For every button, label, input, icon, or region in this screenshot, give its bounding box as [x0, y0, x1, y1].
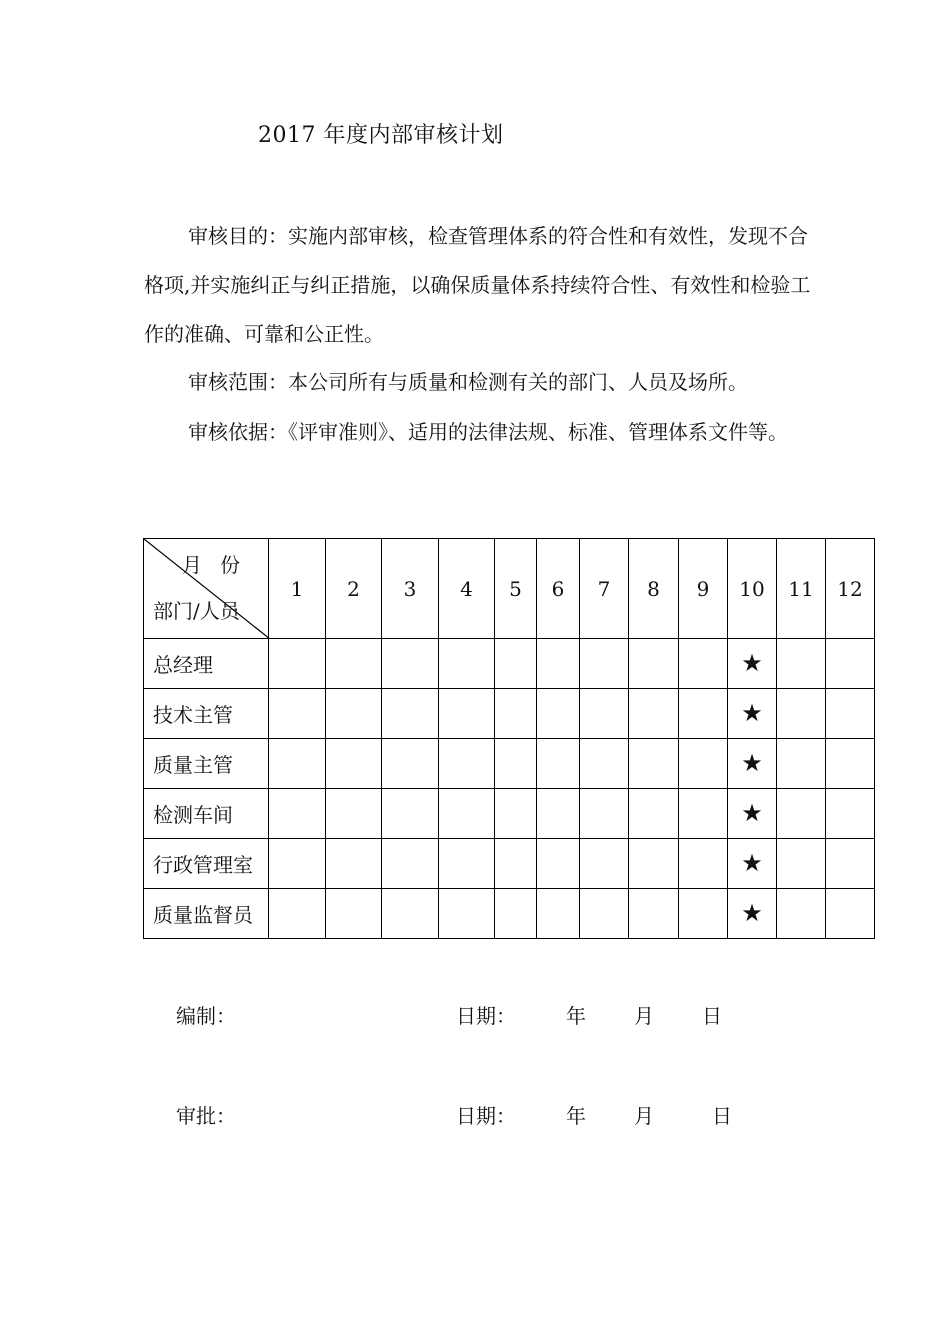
- schedule-cell-month-8: [629, 739, 679, 789]
- dept-name-cell: 质量监督员: [144, 889, 269, 939]
- approve-date-label: 日期：: [456, 1104, 516, 1128]
- schedule-cell-month-4: [439, 689, 495, 739]
- star-icon: ★: [741, 799, 763, 827]
- schedule-cell-month-6: [537, 689, 580, 739]
- schedule-cell-month-9: [679, 739, 728, 789]
- schedule-cell-month-3: [382, 689, 439, 739]
- schedule-cell-month-4: [439, 889, 495, 939]
- schedule-cell-month-2: [326, 839, 382, 889]
- schedule-cell-month-4: [439, 639, 495, 689]
- schedule-cell-month-1: [269, 839, 326, 889]
- basis-text: 审核依据：《评审准则》、适用的法律法规、标准、管理体系文件等。: [188, 420, 788, 444]
- compile-date-label: 日期：: [456, 1004, 516, 1028]
- schedule-cell-month-7: [580, 739, 629, 789]
- approve-day-label: 日: [712, 1104, 732, 1128]
- document-title: 2017 年度内部审核计划: [258, 123, 504, 148]
- schedule-cell-month-8: [629, 839, 679, 889]
- schedule-cell-month-8: [629, 639, 679, 689]
- compile-year-label: 年: [566, 1004, 586, 1028]
- schedule-cell-month-2: [326, 689, 382, 739]
- header-dept-label: 部门/人员: [153, 599, 240, 623]
- basis-paragraph: [144, 408, 824, 457]
- schedule-cell-month-12: [826, 639, 875, 689]
- purpose-text: 审核目的：实施内部审核，检查管理体系的符合性和有效性，发现不合格项,并实施纠正与纠正措施，以确保质量体系持续符合性、有效性和检验工作的准确、可靠和公正性。: [144, 224, 811, 346]
- schedule-cell-month-1: [269, 789, 326, 839]
- schedule-cell-month-12: [826, 739, 875, 789]
- schedule-cell-month-10: [728, 739, 777, 789]
- schedule-cell-month-5: [495, 889, 537, 939]
- schedule-cell-month-6: [537, 889, 580, 939]
- schedule-cell-month-2: [326, 639, 382, 689]
- schedule-cell-month-1: [269, 689, 326, 739]
- schedule-cell-month-6: [537, 789, 580, 839]
- table-row: [144, 639, 875, 689]
- schedule-cell-month-2: [326, 889, 382, 939]
- schedule-cell-month-2: [326, 739, 382, 789]
- schedule-cell-month-11: [777, 889, 826, 939]
- schedule-cell-month-10: [728, 889, 777, 939]
- schedule-cell-month-7: [580, 889, 629, 939]
- schedule-cell-month-8: [629, 689, 679, 739]
- schedule-cell-month-4: [439, 839, 495, 889]
- star-icon: ★: [741, 849, 763, 877]
- dept-name-cell: 总经理: [144, 639, 269, 689]
- month-header-12: 12: [826, 539, 875, 639]
- schedule-cell-month-9: [679, 689, 728, 739]
- schedule-cell-month-2: [326, 789, 382, 839]
- schedule-cell-month-1: [269, 739, 326, 789]
- month-header-10: 10: [728, 539, 777, 639]
- schedule-cell-month-7: [580, 689, 629, 739]
- month-header-2: 2: [326, 539, 382, 639]
- schedule-cell-month-8: [629, 789, 679, 839]
- month-header-6: 6: [537, 539, 580, 639]
- purpose-paragraph: [144, 212, 824, 359]
- table-row: [144, 689, 875, 739]
- schedule-cell-month-3: [382, 739, 439, 789]
- schedule-cell-month-1: [269, 889, 326, 939]
- schedule-cell-month-8: [629, 889, 679, 939]
- schedule-cell-month-11: [777, 689, 826, 739]
- approve-year-label: 年: [566, 1104, 586, 1128]
- schedule-cell-month-9: [679, 889, 728, 939]
- header-corner-cell: [144, 539, 269, 639]
- schedule-cell-month-12: [826, 889, 875, 939]
- star-icon: ★: [741, 699, 763, 727]
- table-row: [144, 739, 875, 789]
- schedule-cell-month-5: [495, 689, 537, 739]
- month-header-8: 8: [629, 539, 679, 639]
- schedule-cell-month-5: [495, 739, 537, 789]
- table-row: [144, 789, 875, 839]
- schedule-cell-month-12: [826, 789, 875, 839]
- schedule-cell-month-4: [439, 789, 495, 839]
- schedule-cell-month-11: [777, 789, 826, 839]
- schedule-cell-month-6: [537, 839, 580, 889]
- month-header-1: 1: [269, 539, 326, 639]
- month-header-9: 9: [679, 539, 728, 639]
- schedule-cell-month-4: [439, 739, 495, 789]
- schedule-cell-month-9: [679, 839, 728, 889]
- schedule-cell-month-10: [728, 789, 777, 839]
- schedule-cell-month-7: [580, 789, 629, 839]
- schedule-cell-month-3: [382, 639, 439, 689]
- dept-name-cell: 质量主管: [144, 739, 269, 789]
- schedule-cell-month-3: [382, 789, 439, 839]
- month-header-7: 7: [580, 539, 629, 639]
- approve-month-label: 月: [634, 1104, 654, 1128]
- schedule-cell-month-3: [382, 839, 439, 889]
- header-month-label: 月份: [182, 553, 258, 577]
- compile-day-label: 日: [702, 1004, 722, 1028]
- schedule-cell-month-11: [777, 739, 826, 789]
- schedule-cell-month-5: [495, 789, 537, 839]
- schedule-cell-month-10: [728, 639, 777, 689]
- month-header-4: 4: [439, 539, 495, 639]
- table-row: [144, 839, 875, 889]
- scope-text: 审核范围：本公司所有与质量和检测有关的部门、人员及场所。: [188, 370, 748, 394]
- schedule-cell-month-6: [537, 639, 580, 689]
- scope-paragraph: [144, 358, 824, 407]
- compile-label: 编制：: [176, 1004, 236, 1028]
- star-icon: ★: [741, 899, 763, 927]
- schedule-cell-month-11: [777, 639, 826, 689]
- schedule-cell-month-10: [728, 689, 777, 739]
- schedule-cell-month-3: [382, 889, 439, 939]
- compile-month-label: 月: [634, 1004, 654, 1028]
- schedule-cell-month-11: [777, 839, 826, 889]
- schedule-cell-month-12: [826, 689, 875, 739]
- schedule-cell-month-1: [269, 639, 326, 689]
- table-row: [144, 889, 875, 939]
- month-header-11: 11: [777, 539, 826, 639]
- star-icon: ★: [741, 649, 763, 677]
- schedule-cell-month-7: [580, 839, 629, 889]
- dept-name-cell: 技术主管: [144, 689, 269, 739]
- schedule-cell-month-6: [537, 739, 580, 789]
- approve-label: 审批：: [176, 1104, 236, 1128]
- dept-name-cell: 检测车间: [144, 789, 269, 839]
- schedule-cell-month-5: [495, 639, 537, 689]
- table-header-row: [144, 539, 875, 639]
- schedule-cell-month-10: [728, 839, 777, 889]
- schedule-cell-month-9: [679, 789, 728, 839]
- schedule-cell-month-9: [679, 639, 728, 689]
- star-icon: ★: [741, 749, 763, 777]
- schedule-cell-month-12: [826, 839, 875, 889]
- audit-schedule-table: [143, 538, 875, 939]
- month-header-3: 3: [382, 539, 439, 639]
- schedule-cell-month-5: [495, 839, 537, 889]
- month-header-5: 5: [495, 539, 537, 639]
- dept-name-cell: 行政管理室: [144, 839, 269, 889]
- schedule-cell-month-7: [580, 639, 629, 689]
